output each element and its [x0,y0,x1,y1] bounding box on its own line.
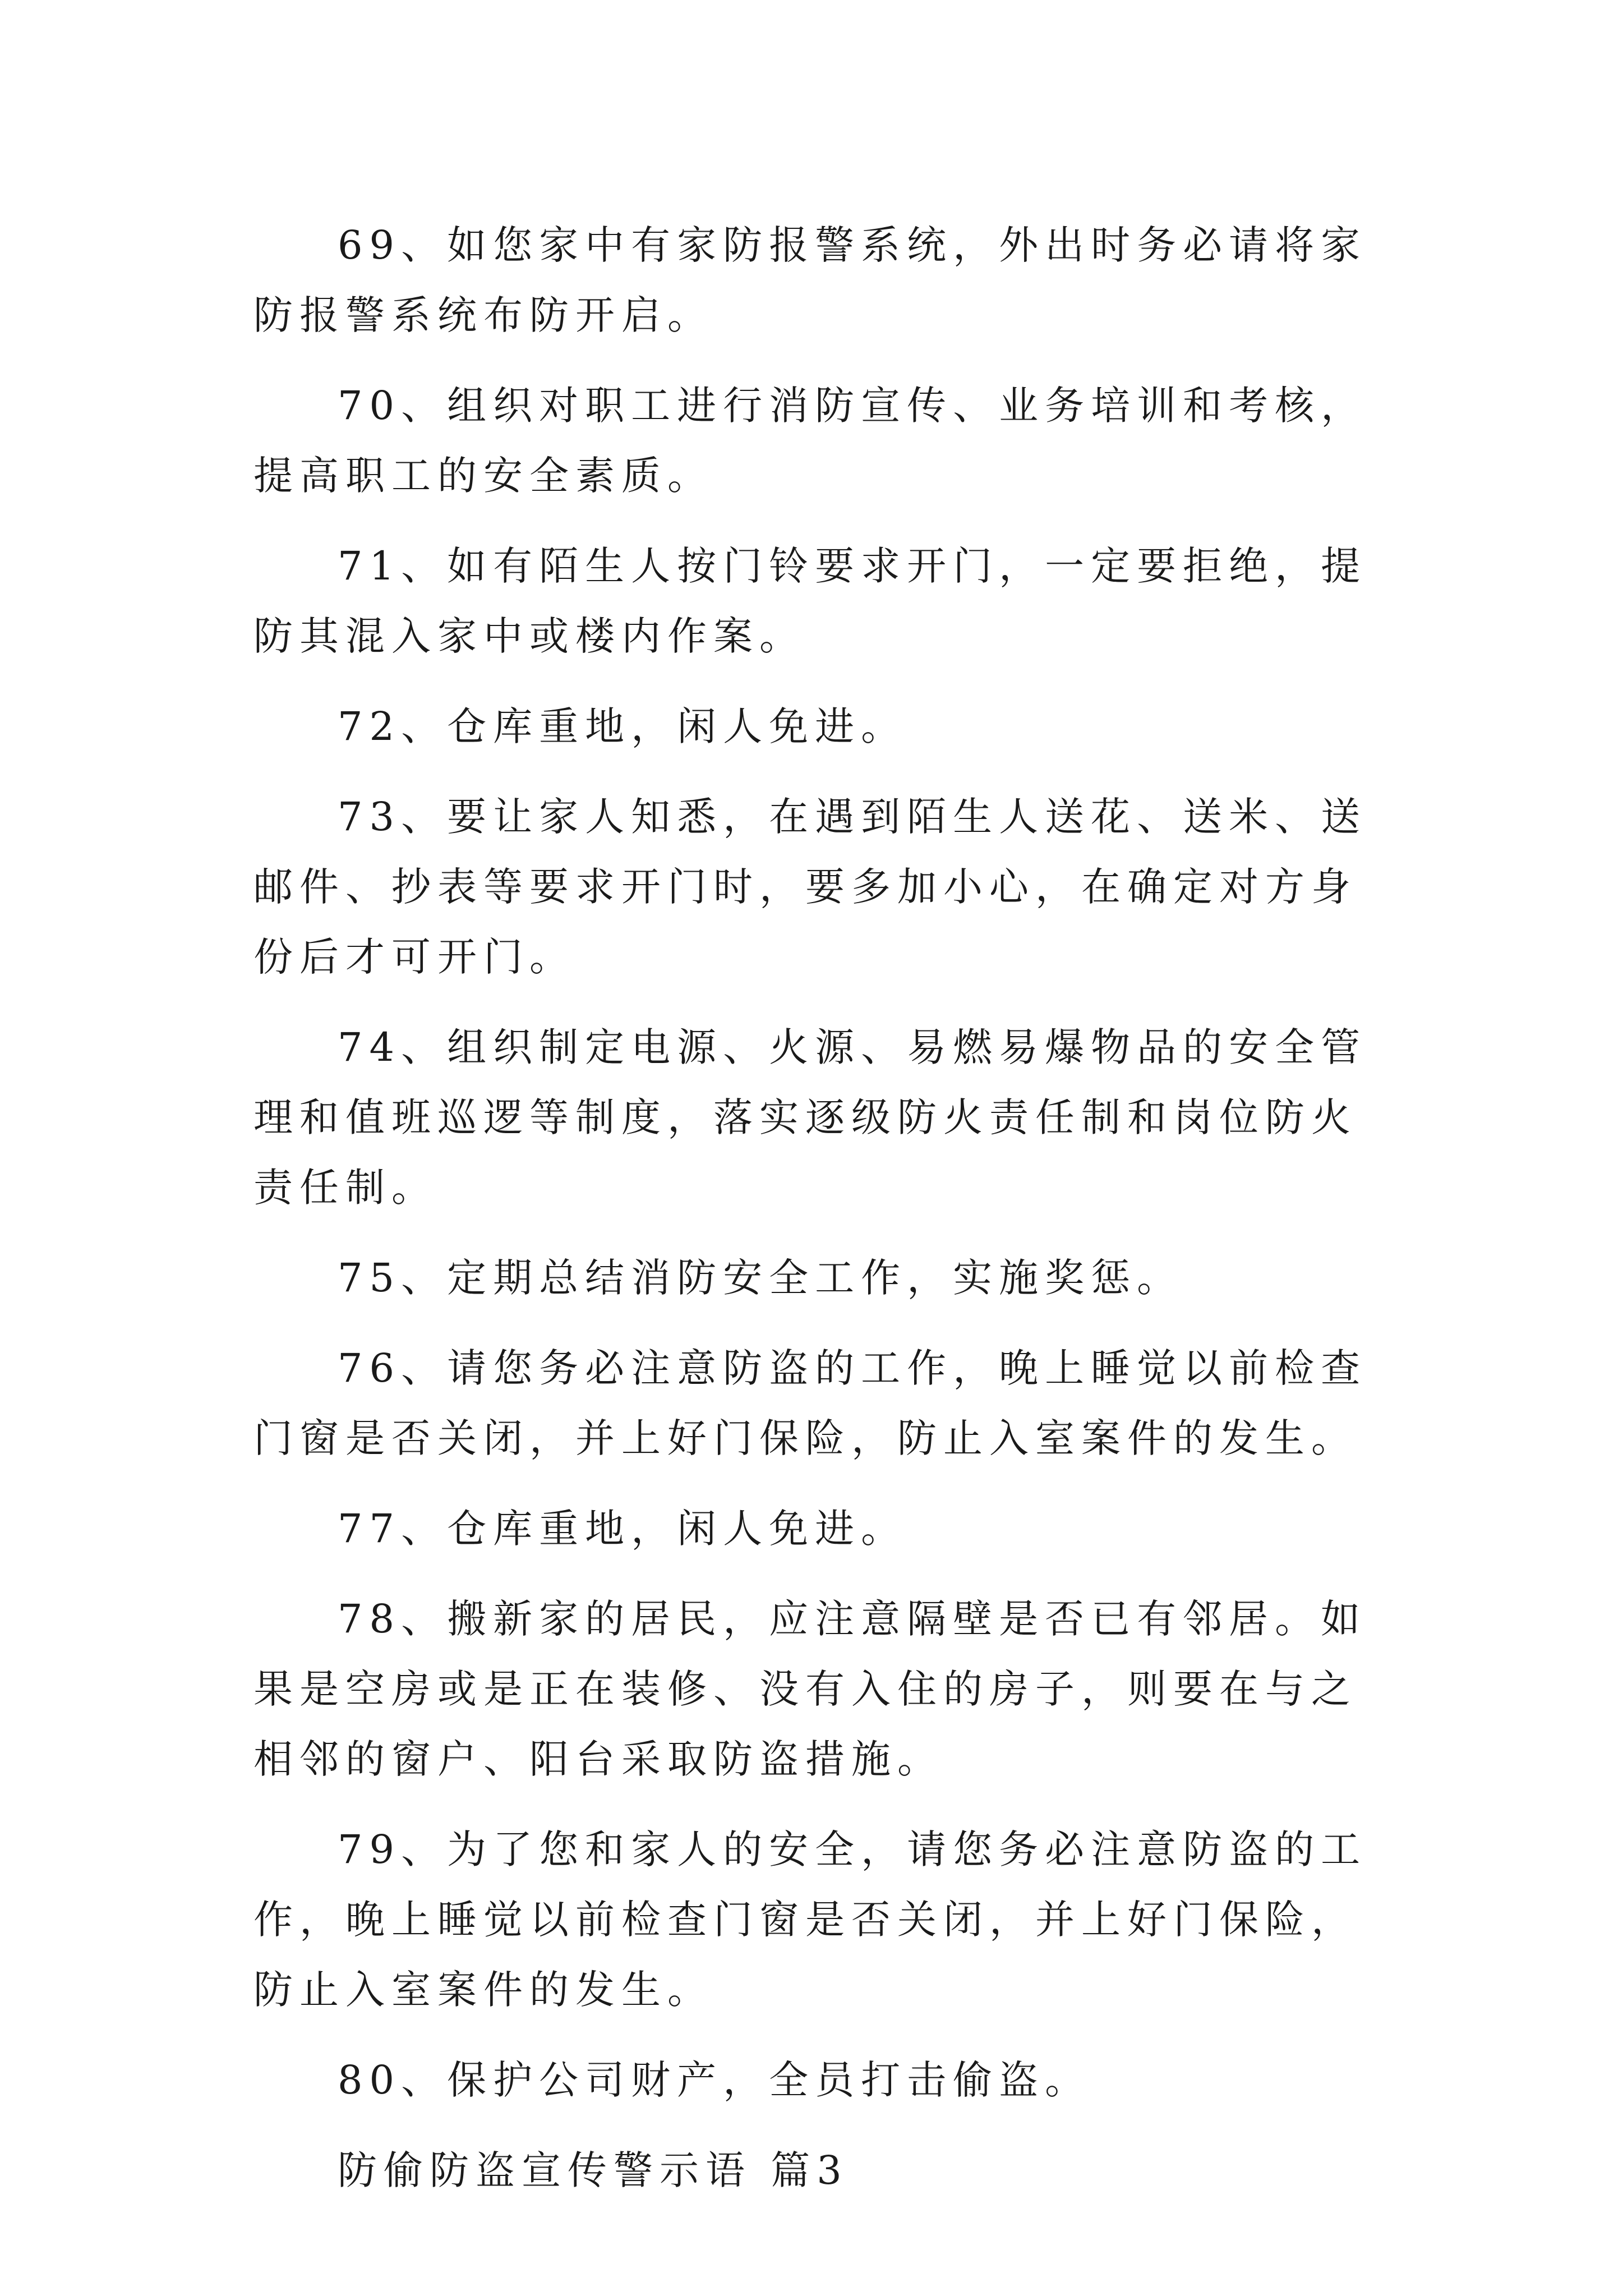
paragraph-80: 80、保护公司财产，全员打击偷盗。 [338,2057,1091,2103]
paragraph-75: 75、定期总结消防安全工作，实施奖惩。 [338,1255,1183,1301]
paragraph-73: 73、要让家人知悉，在遇到陌生人送花、送米、送邮件、抄表等要求开门时，要多加小心，在确定对方身份后才可开门。 [253,794,1367,980]
paragraph-72: 72、仓库重地，闲人免进。 [338,703,907,749]
paragraph-78: 78、搬新家的居民，应注意隔壁是否已有邻居。如果是空房或是正在装修、没有入住的房子，则要在与之相邻的窗户、阳台采取防盗措施。 [253,1596,1367,1782]
paragraph-74: 74、组织制定电源、火源、易燃易爆物品的安全管理和值班巡逻等制度，落实逐级防火责任制和岗位防火责任制。 [253,1024,1367,1211]
paragraph-79: 79、为了您和家人的安全，请您务必注意防盗的工作，晚上睡觉以前检查门窗是否关闭，并上好门保险，防止入室案件的发生。 [253,1826,1367,2013]
section-heading: 防偷防盗宣传警示语 篇3 [338,2147,849,2193]
paragraph-71: 71、如有陌生人按门铃要求开门，一定要拒绝，提防其混入家中或楼内作案。 [253,543,1367,659]
paragraph-70: 70、组织对职工进行消防宣传、业务培训和考核，提高职工的安全素质。 [253,383,1367,499]
paragraph-76: 76、请您务必注意防盗的工作，晚上睡觉以前检查门窗是否关闭，并上好门保险，防止入室案件的发生。 [253,1345,1367,1461]
document-body [253,210,1375,2226]
paragraph-69: 69、如您家中有家防报警系统，外出时务必请将家防报警系统布防开启。 [253,222,1367,338]
paragraph-77: 77、仓库重地，闲人免进。 [338,1506,907,1552]
